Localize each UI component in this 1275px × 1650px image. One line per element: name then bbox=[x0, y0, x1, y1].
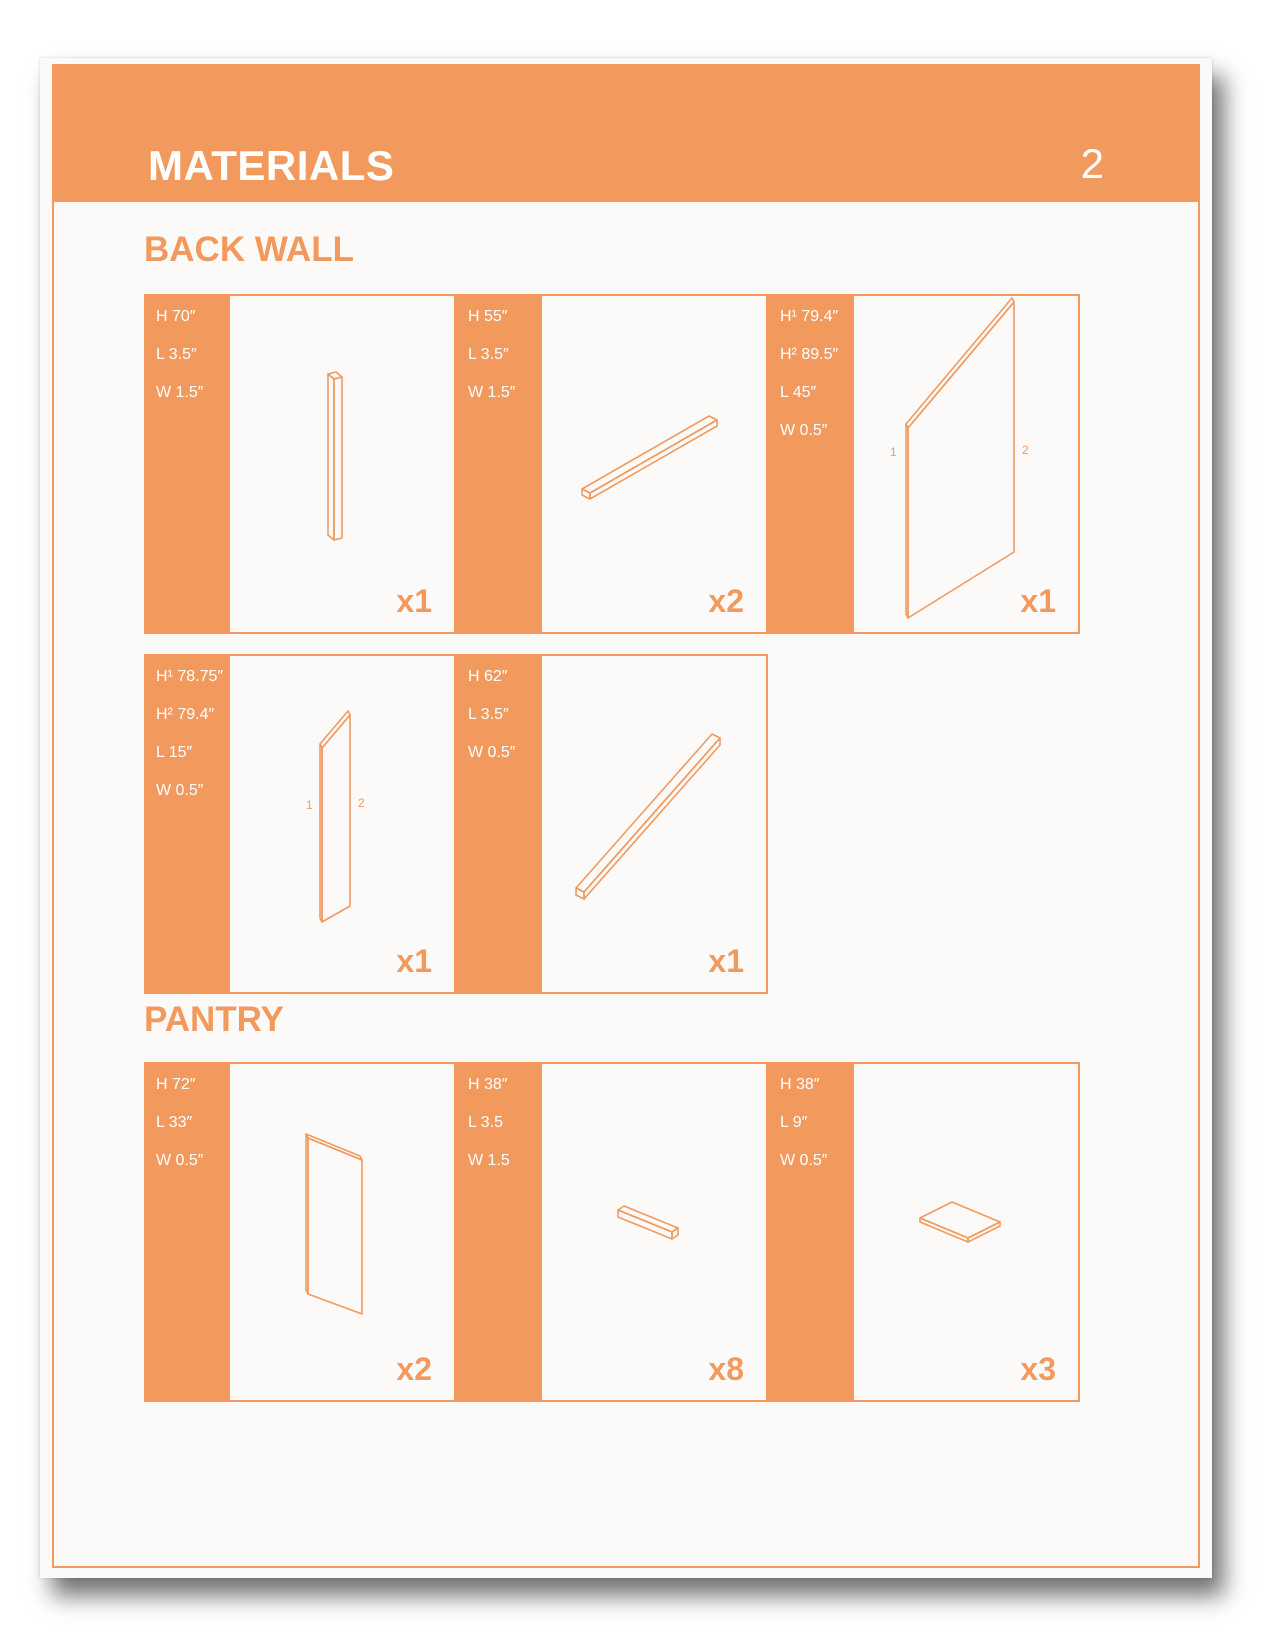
dimension-width: W 0.5″ bbox=[468, 744, 516, 761]
page-number: 2 bbox=[1080, 140, 1104, 187]
dimension-length: L 3.5″ bbox=[468, 346, 509, 363]
edge-label-2: 2 bbox=[1022, 443, 1029, 457]
dimension-width: W 0.5″ bbox=[156, 782, 204, 799]
section-title-pantry: PANTRY bbox=[144, 1000, 284, 1039]
edge-label-1: 1 bbox=[890, 445, 897, 459]
dimension-length: L 45″ bbox=[780, 384, 817, 401]
diagonal-strip-icon bbox=[542, 656, 766, 992]
dimension-height-2: H² 79.4″ bbox=[156, 706, 215, 723]
dimension-panel bbox=[770, 1064, 854, 1400]
dimension-width: W 0.5″ bbox=[780, 422, 828, 439]
materials-header bbox=[54, 66, 1198, 202]
quantity-label: x2 bbox=[708, 583, 744, 619]
quantity-label: x2 bbox=[396, 1351, 432, 1387]
dimension-height: H 72″ bbox=[156, 1076, 196, 1093]
material-card-pantry-1 bbox=[144, 1062, 456, 1402]
dimension-length: L 33″ bbox=[156, 1114, 193, 1131]
document-page bbox=[40, 58, 1212, 1578]
dimension-panel bbox=[146, 296, 230, 632]
material-card-back-wall-3 bbox=[768, 294, 1080, 634]
dimension-height-1: H¹ 79.4″ bbox=[780, 308, 839, 325]
edge-label-1: 1 bbox=[306, 798, 313, 812]
edge-label-2: 2 bbox=[358, 796, 365, 810]
flat-shelf-icon bbox=[854, 1064, 1078, 1400]
dimension-panel bbox=[146, 656, 230, 992]
quantity-label: x1 bbox=[1020, 583, 1056, 619]
dimension-length: L 9″ bbox=[780, 1114, 808, 1131]
upright-panel-icon bbox=[230, 1064, 454, 1400]
vertical-post-icon bbox=[230, 296, 454, 632]
material-card-back-wall-4 bbox=[144, 654, 456, 994]
dimension-panel bbox=[458, 656, 542, 992]
section-title-back-wall: BACK WALL bbox=[144, 230, 354, 269]
dimension-length: L 3.5 bbox=[468, 1114, 503, 1131]
dimension-width: W 0.5″ bbox=[156, 1152, 204, 1169]
narrow-panel-icon bbox=[230, 656, 454, 992]
angled-board-icon bbox=[542, 296, 766, 632]
dimension-length: L 3.5″ bbox=[156, 346, 197, 363]
dimension-width: W 0.5″ bbox=[780, 1152, 828, 1169]
dimension-width: W 1.5″ bbox=[468, 384, 516, 401]
dimension-height: H 70″ bbox=[156, 308, 196, 325]
quantity-label: x1 bbox=[708, 943, 744, 979]
dimension-height: H 62″ bbox=[468, 668, 508, 685]
page-title: MATERIALS bbox=[148, 142, 395, 189]
dimension-height-2: H² 89.5″ bbox=[780, 346, 839, 363]
quantity-label: x3 bbox=[1020, 1351, 1056, 1387]
material-card-pantry-3 bbox=[768, 1062, 1080, 1402]
page-frame bbox=[52, 64, 1200, 1568]
dimension-panel bbox=[146, 1064, 230, 1400]
quantity-label: x1 bbox=[396, 583, 432, 619]
dimension-panel bbox=[458, 1064, 542, 1400]
dimension-height: H 55″ bbox=[468, 308, 508, 325]
dimension-height: H 38″ bbox=[468, 1076, 508, 1093]
material-card-pantry-2 bbox=[456, 1062, 768, 1402]
slanted-panel-icon bbox=[854, 296, 1078, 632]
material-card-back-wall-5 bbox=[456, 654, 768, 994]
dimension-length: L 3.5″ bbox=[468, 706, 509, 723]
quantity-label: x8 bbox=[708, 1351, 744, 1387]
dimension-length: L 15″ bbox=[156, 744, 193, 761]
dimension-width: W 1.5 bbox=[468, 1152, 510, 1169]
quantity-label: x1 bbox=[396, 943, 432, 979]
material-card-back-wall-2 bbox=[456, 294, 768, 634]
dimension-height: H 38″ bbox=[780, 1076, 820, 1093]
dimension-height-1: H¹ 78.75″ bbox=[156, 668, 224, 685]
short-block-icon bbox=[542, 1064, 766, 1400]
material-card-back-wall-1 bbox=[144, 294, 456, 634]
dimension-panel bbox=[770, 296, 854, 632]
dimension-width: W 1.5″ bbox=[156, 384, 204, 401]
dimension-panel bbox=[458, 296, 542, 632]
